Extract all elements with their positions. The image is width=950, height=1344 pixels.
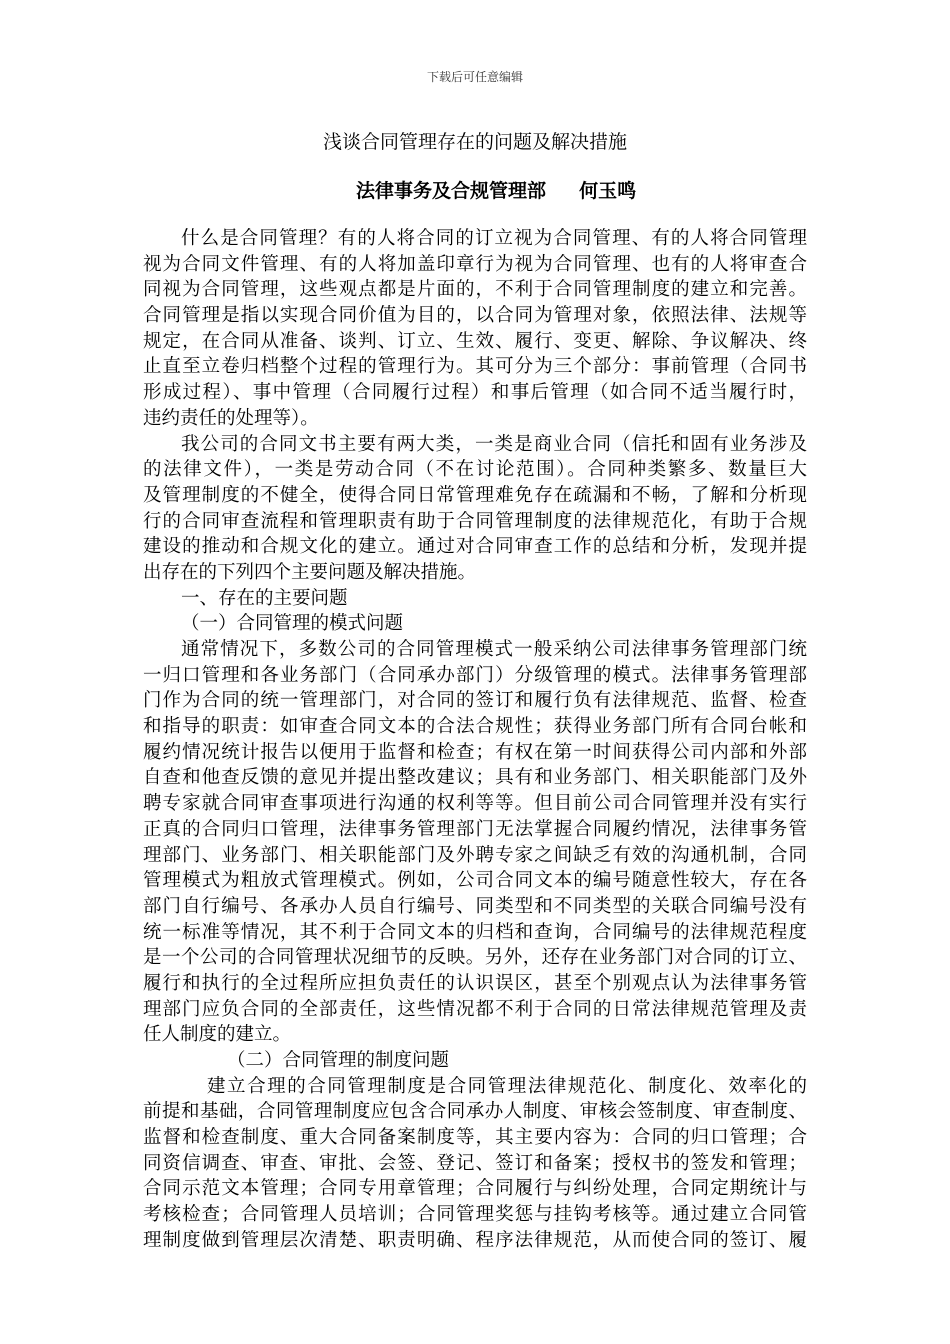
text-line: 同资信调查、审查、审批、会签、登记、签订和备案；授权书的签发和管理；: [143, 1152, 807, 1174]
text-line: 是一个公司的合同管理状况细节的反映。另外，还存在业务部门对合同的订立、: [143, 947, 807, 969]
text-line: 建设的推动和合规文化的建立。通过对合同审查工作的总结和分析，发现并提: [143, 536, 807, 558]
text-line: 门作为合同的统一管理部门，对合同的签订和履行负有法律规范、监督、检查: [143, 690, 807, 712]
document-author: 法律事务及合规管理部 何玉鸣: [356, 180, 637, 202]
text-line: 任人制度的建立。: [143, 1024, 292, 1046]
section-heading: 一、存在的主要问题: [181, 587, 348, 609]
text-line: 履行和执行的全过程所应担负责任的认识误区，甚至个别观点认为法律事务管: [143, 972, 807, 994]
text-line: 止直至立卷归档整个过程的管理行为。其可分为三个部分：事前管理（合同书: [143, 356, 807, 378]
text-line: 建立合理的合同管理制度是合同管理法律规范化、制度化、效率化的: [207, 1075, 807, 1097]
text-line: 合同管理是指以实现合同价值为目的，以合同为管理对象，依照法律、法规等: [143, 305, 807, 327]
text-line: 部门自行编号、各承办人员自行编号、同类型和不同类型的关联合同编号没有: [143, 895, 807, 917]
text-line: 考核检查；合同管理人员培训；合同管理奖惩与挂钩考核等。通过建立合同管: [143, 1204, 807, 1226]
text-line: 理部门、业务部门、相关职能部门及外聘专家之间缺乏有效的沟通机制，合同: [143, 844, 807, 866]
text-line: 履约情况统计报告以便用于监督和检查；有权在第一时间获得公司内部和外部: [143, 741, 807, 763]
text-line: 出存在的下列四个主要问题及解决措施。: [143, 561, 477, 583]
text-line: 监督和检查制度、重大合同备案制度等，其主要内容为：合同的归口管理；合: [143, 1127, 807, 1149]
text-line: 违约责任的处理等）。: [143, 407, 319, 429]
text-line: 聘专家就合同审查事项进行沟通的权利等等。但目前公司合同管理并没有实行: [143, 793, 807, 815]
text-line: 视为合同文件管理、有的人将加盖印章行为视为合同管理、也有的人将审查合: [143, 253, 807, 275]
text-line: 我公司的合同文书主要有两大类，一类是商业合同（信托和固有业务涉及: [181, 433, 807, 455]
text-line: 一归口管理和各业务部门（合同承办部门）分级管理的模式。法律事务管理部: [143, 664, 807, 686]
text-line: 规定，在合同从准备、谈判、订立、生效、履行、变更、解除、争议解决、终: [143, 330, 807, 352]
text-line: 及管理制度的不健全，使得合同日常管理难免存在疏漏和不畅，了解和分析现: [143, 484, 807, 506]
section-heading: （二）合同管理的制度问题: [227, 1050, 450, 1071]
text-line: 行的合同审查流程和管理职责有助于合同管理制度的法律规范化，有助于合规: [143, 510, 807, 532]
section-heading: （一）合同管理的模式问题: [181, 613, 404, 635]
document-title: 浅谈合同管理存在的问题及解决措施: [322, 131, 627, 153]
text-line: 和指导的职责：如审查合同文本的合法合规性；获得业务部门所有合同台帐和: [143, 716, 807, 738]
text-line: 管理模式为粗放式管理模式。例如，公司合同文本的编号随意性较大，存在各: [143, 870, 807, 892]
text-line: 同视为合同管理，这些观点都是片面的，不利于合同管理制度的建立和完善。: [143, 279, 807, 301]
header-note: 下载后可任意编辑: [426, 70, 523, 84]
text-line: 统一标准等情况，其不利于合同文本的归档和查询，合同编号的法律规范程度: [143, 921, 807, 943]
text-line: 正真的合同归口管理，法律事务管理部门无法掌握合同履约情况，法律事务管: [143, 818, 807, 840]
text-line: 通常情况下，多数公司的合同管理模式一般采纳公司法律事务管理部门统: [181, 639, 807, 660]
text-line: 理制度做到管理层次清楚、职责明确、程序法律规范，从而使合同的签订、履: [143, 1229, 807, 1251]
text-line: 理部门应负合同的全部责任，这些情况都不利于合同的日常法律规范管理及责: [143, 998, 807, 1020]
text-line: 形成过程）、事中管理（合同履行过程）和事后管理（如合同不适当履行时，: [143, 382, 807, 404]
text-line: 的法律文件），一类是劳动合同（不在讨论范围）。合同种类繁多、数量巨大: [143, 459, 807, 481]
text-line: 什么是合同管理？有的人将合同的订立视为合同管理、有的人将合同管理: [181, 228, 807, 249]
text-line: 自查和他查反馈的意见并提出整改建议；具有和业务部门、相关职能部门及外: [143, 767, 807, 789]
text-line: 合同示范文本管理；合同专用章管理；合同履行与纠纷处理，合同定期统计与: [143, 1178, 807, 1200]
text-line: 前提和基础，合同管理制度应包含合同承办人制度、审核会签制度、审查制度、: [143, 1101, 807, 1123]
document-body: [143, 226, 807, 1254]
